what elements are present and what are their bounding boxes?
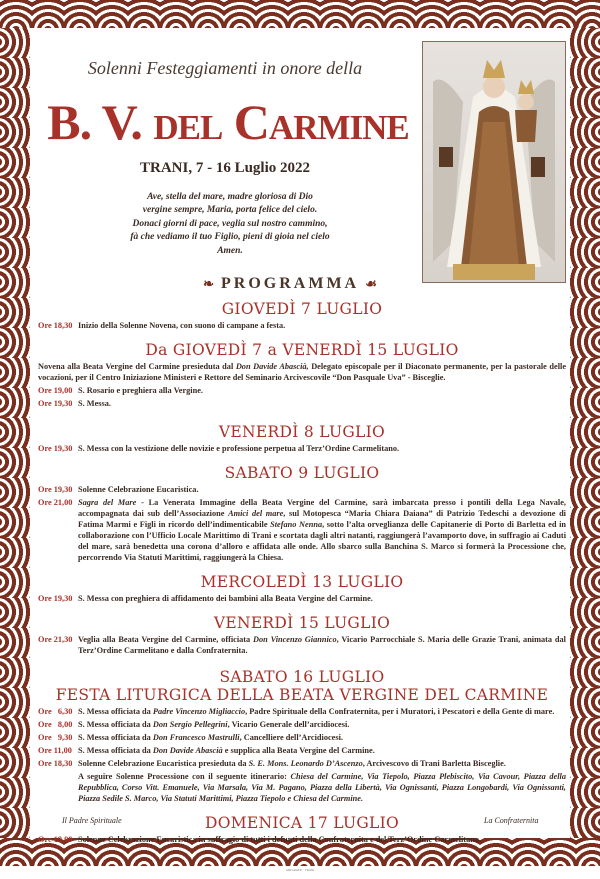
entry-time: Ore 19,00 [38, 386, 73, 395]
program-entry [38, 497, 566, 563]
day-section [38, 464, 566, 563]
day-section [38, 300, 566, 331]
ornament-left-icon: ❧ [203, 276, 215, 291]
entry-text-part: Don Davide Abascià, [235, 362, 309, 371]
entry-text-part: Solenne Celebrazione Eucaristica presieduta da [78, 759, 249, 768]
entry-time: Ore 6,30 [38, 707, 73, 716]
entry-text-part: Padre Vincenzo Migliaccio [152, 707, 246, 716]
entry-text-part: , Padre Spirituale della Confraternita, per i Muratori, i Pescatori e della Gente di mare. [245, 707, 555, 716]
entry-text-part: S. Messa officiata da [78, 707, 153, 716]
program-list [38, 300, 566, 845]
entry-text-part: S. Messa officiata da [78, 733, 153, 742]
day-section [38, 573, 566, 604]
entry-text-part: S. Messa. [78, 399, 111, 408]
day-heading: VENERDÌ 15 LUGLIO [213, 614, 391, 632]
program-entry [38, 361, 566, 383]
entry-text-part: , Arcivescovo di Trani Barletta Bisceglie. [362, 759, 506, 768]
entry-text [78, 320, 566, 331]
day-section [38, 614, 566, 656]
day-heading: SABATO 16 LUGLIO [219, 668, 385, 686]
program-entry [38, 732, 566, 743]
event-dates: TRANI, 7 - 16 Luglio 2022 [139, 160, 311, 176]
entry-text-part: - La Venerata Immagine della Beata Vergine del Carmine, sarà imbarcata presso i pontili della Lega Navale, accompagnata dai sub dell’Associazione [78, 498, 566, 518]
entry-text-part: S. Rosario e preghiera alla Vergine. [78, 386, 203, 395]
programma-label: PROGRAMMA [221, 275, 359, 292]
entry-text [78, 706, 566, 717]
day-heading: SABATO 9 LUGLIO [224, 464, 380, 482]
subtitle: Solenni Festeggiamenti in onore della [87, 58, 363, 78]
entry-time: Ore 11,00 [38, 746, 72, 755]
program-entry [38, 320, 566, 331]
day-heading: MERCOLEDÌ 13 LUGLIO [200, 573, 404, 591]
entry-text [78, 385, 566, 396]
entry-text [78, 732, 566, 743]
program-entry [38, 706, 566, 717]
entry-text-part: , Vicario Generale dell’arcidiocesi. [227, 720, 350, 729]
entry-time: Ore 21,30 [38, 635, 73, 644]
entry-text-part: S. Messa con la vestizione delle novizie e professione perpetua al Terz’Ordine Carmelitano. [78, 444, 400, 453]
entry-text [78, 497, 566, 563]
prayer-line: Ave, stella del mare, madre gloriosa di Dio [147, 192, 313, 202]
entry-text-part: A seguire Solenne Processione con il seguente itinerario: [78, 772, 291, 781]
entry-text-part: Don Sergio Pellegrini [152, 720, 228, 729]
program-entry [38, 385, 566, 396]
day-section [38, 668, 566, 804]
entry-text-part: Don Vincenzo Giannico [253, 635, 337, 644]
program-entry [38, 443, 566, 454]
ornamental-border-left [0, 28, 30, 838]
entry-text [78, 593, 566, 604]
entry-text [78, 398, 566, 409]
day-heading: GIOVEDÌ 7 LUGLIO [221, 300, 383, 318]
signature-padre-spirituale: Il Padre Spirituale [62, 816, 122, 825]
program-entry [38, 745, 566, 756]
printer-credit: ARTGRAFIC · TRANI [285, 868, 315, 872]
entry-text [78, 443, 566, 454]
entry-text-part: e supplica alla Beata Vergine del Carmine. [222, 746, 375, 755]
entry-text-part: Sagra del Mare [78, 498, 137, 507]
entry-time: Ore 18,30 [38, 321, 73, 330]
entry-text-part: Novena alla Beata Vergine del Carmine presieduta dal [38, 362, 236, 371]
entry-text [38, 361, 566, 383]
entry-text-part: S. Messa officiata da [78, 746, 153, 755]
entry-time: Ore 21,00 [38, 498, 73, 507]
entry-text-part: Stefano Nenna [270, 520, 323, 529]
prayer-line: vergine sempre, Maria, porta felice del cielo. [142, 205, 318, 216]
entry-text-part: , sotto l’alta orveglianza delle Capitanerie di Porto di Barletta ed in collaborazione con l’Ufficio Locale Marittimo di Trani e scortata dagli altri natanti, raggiungerà l’avamporto dove, in suffragio ai Caduti del mare, sarà benedetta una corona d’alloro e affidata alle onde. Allo sbarco sulla Banchina S. Marco si formerà la Processione che, percorrendo Via Statuti Marittimi, raggiungerà la Chiesa. [78, 520, 567, 562]
entry-text-part: , sul Motopesca “Maria Chiara Daiana” di Patrizio Tedeschi a devozione di Fatima Marmi e Figli in ricordo dell’indimenticabile [78, 509, 566, 529]
program-entry [38, 719, 566, 730]
day-subheading: FESTA LITURGICA DELLA BEATA VERGINE DEL CARMINE [55, 686, 549, 704]
prayer-line: Amen. [217, 245, 243, 256]
day-heading: Da GIOVEDÌ 7 a VENERDÌ 15 LUGLIO [145, 341, 459, 359]
entry-text [78, 758, 566, 769]
page-title: B. V. del Carmine [47, 94, 409, 150]
program-entry [38, 634, 566, 656]
program-entry [38, 484, 566, 495]
program-entry [38, 758, 566, 769]
day-section [38, 423, 566, 454]
entry-text-part: S. Messa officiata da [78, 720, 153, 729]
day-heading: DOMENICA 17 LUGLIO [204, 814, 400, 832]
entry-text-part: , Cancelliere dell’Arcidiocesi. [239, 733, 343, 742]
entry-text [78, 834, 566, 845]
ornament-right-icon: ☙ [365, 276, 377, 291]
entry-time: Ore 8,00 [38, 720, 73, 729]
ornamental-border-top [0, 0, 600, 28]
entry-time: Ore 19,30 [38, 399, 73, 408]
entry-text-part: Don Davide Abascià [152, 746, 223, 755]
entry-text [78, 745, 566, 756]
prayer-line: fà che vediamo il tuo Figlio, pieni di gioia nel cielo [130, 232, 330, 243]
entry-text-part: Solenne Celebrazione Eucaristica in suffragio di tutti i defunti della Confraternita e del Terz’Ordine Carmelitano. [78, 835, 482, 844]
program-entry [38, 398, 566, 409]
entry-text-part: Amici del mare [228, 509, 284, 518]
entry-text-part: Chiesa del Carmine, Via Tiepolo, Piazza Plebiscito, Via Cavour, Piazza della Repubblica, Corso Vitt. Emanuele, Via Marsala, Via M. Pagano, Piazza della Libertà, Via Ognissanti, Piazza Longobardi, Via Ognissanti, Piazza Sedile S. Marco, Via Statuti Marittimi, Piazza Tiepolo e Chiesa del Carmine. [78, 772, 566, 803]
program-entry [38, 834, 566, 845]
program-entry [38, 771, 566, 804]
day-section [38, 341, 566, 409]
entry-text-part: Inizio della Solenne Novena, con suono di campane a festa. [78, 321, 286, 330]
entry-time [38, 771, 78, 804]
entry-text-part: S. E. Mons. Leonardo D’Ascenzo [248, 759, 363, 768]
prayer [100, 191, 360, 258]
entry-text [78, 771, 566, 804]
madonna-statue-image [422, 41, 566, 283]
entry-text [78, 634, 566, 656]
entry-text-part: Solenne Celebrazione Eucaristica. [78, 485, 199, 494]
prayer-line: Donaci giorni di pace, veglia sul nostro cammino, [132, 218, 328, 229]
entry-time: Ore 19,30 [38, 485, 73, 494]
entry-time: Ore 19,30 [38, 444, 73, 453]
entry-text-part: S. Messa con preghiera di affidamento dei bambini alla Beata Vergine del Carmine. [78, 594, 373, 603]
signature-confraternita: La Confraternita [484, 816, 539, 825]
entry-text-part: Delegato episcopale per il Diaconato permanente, per la pastorale delle vocazioni, per il Centro Iniziazione Ministeri e Rettore del Seminario Arcivescovile “Don Pasquale Uva” - Bisceglie. [38, 362, 566, 382]
entry-text-part: , Vicario Parrocchiale S. Maria delle Grazie Trani, animata dal Terz’Ordine Carmelitano e dalla Confraternita. [78, 635, 566, 655]
entry-time: Ore 19,00 [38, 835, 73, 844]
entry-time: Ore 9,30 [38, 733, 73, 742]
entry-text-part: Don Francesco Mastrulli [152, 733, 240, 742]
programma-heading [160, 275, 420, 293]
entry-time: Ore 19,30 [38, 594, 73, 603]
day-heading: VENERDÌ 8 LUGLIO [218, 423, 386, 441]
entry-text [78, 719, 566, 730]
entry-text [78, 484, 566, 495]
ornamental-border-right [570, 28, 600, 838]
entry-text-part: Veglia alla Beata Vergine del Carmine, officiata [78, 635, 254, 644]
program-entry [38, 593, 566, 604]
entry-time: Ore 18,30 [38, 759, 73, 768]
